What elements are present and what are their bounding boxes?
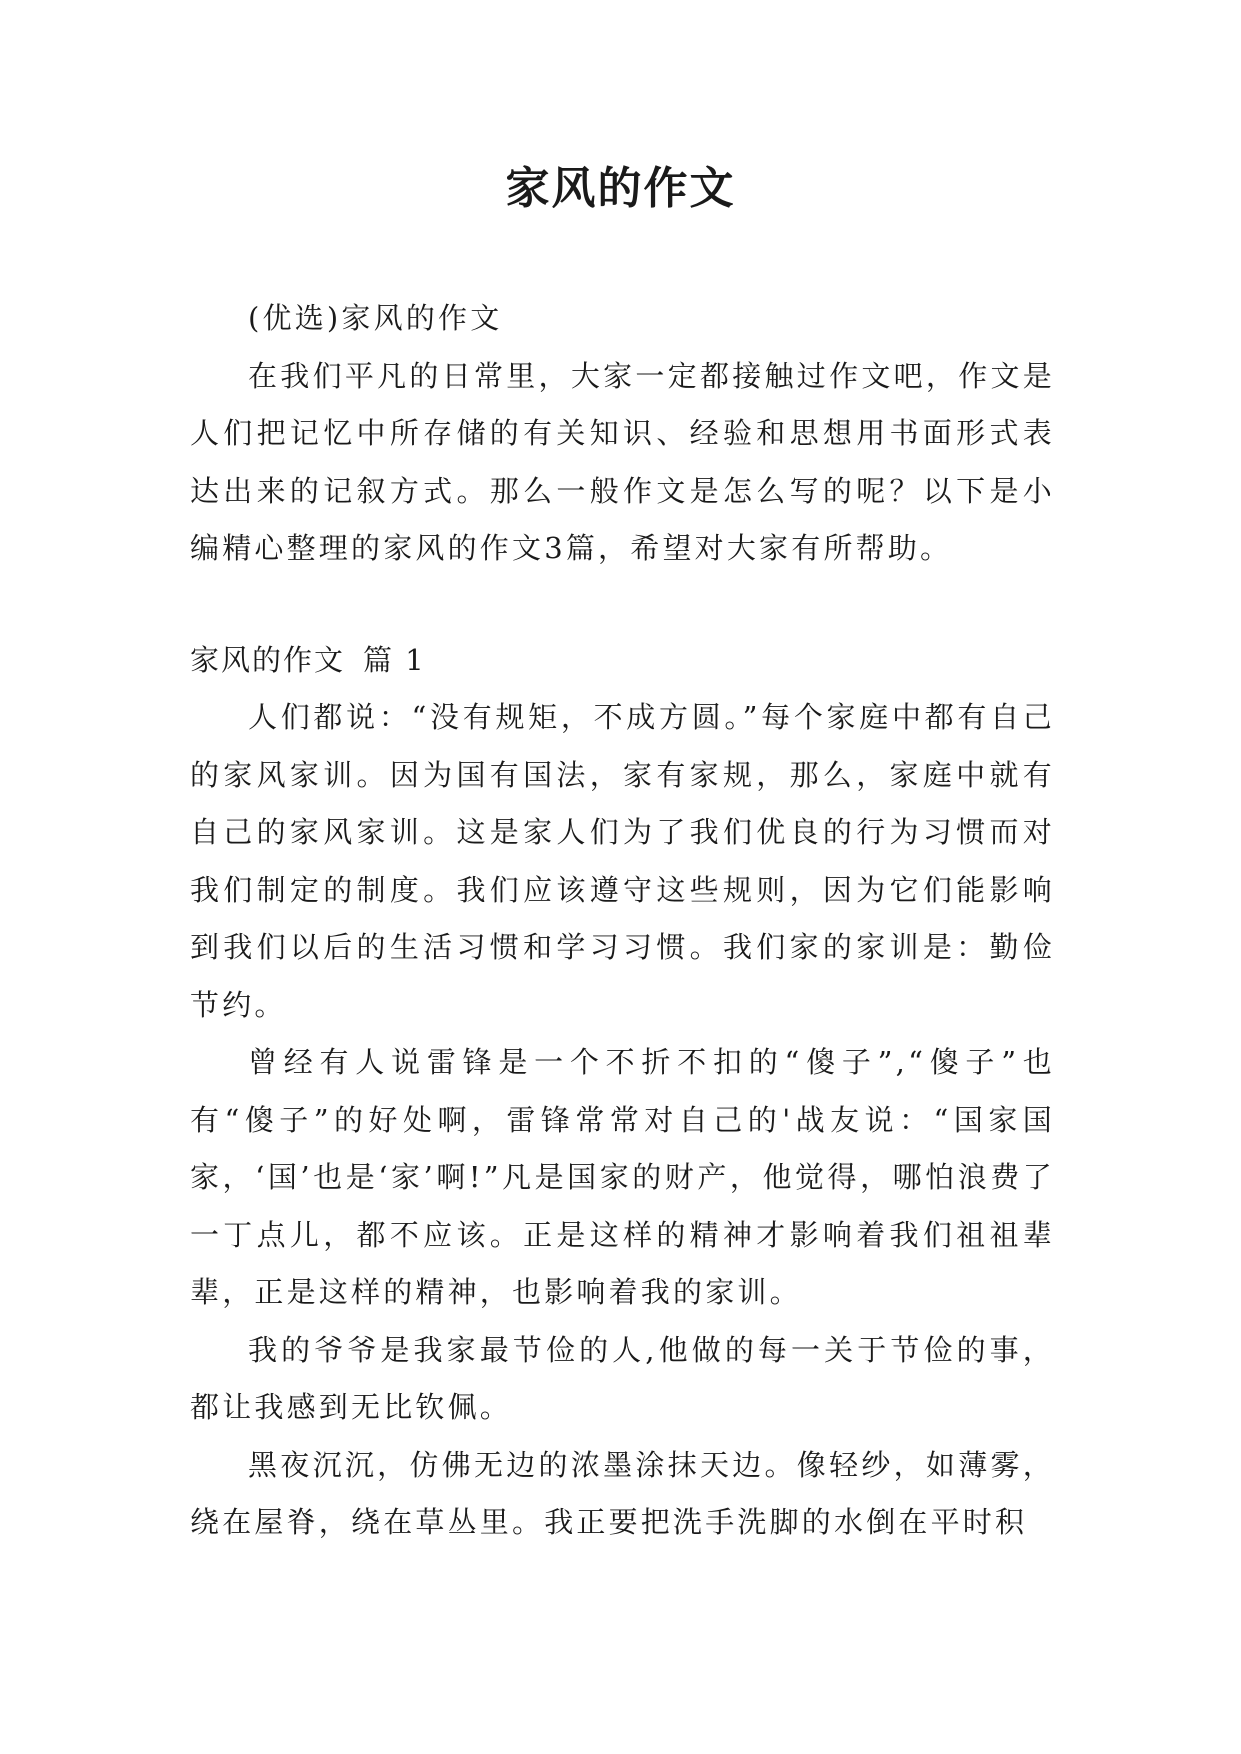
paragraph: 我的爷爷是我家最节俭的人,他做的每一关于节俭的事，都让我感到无比钦佩。	[190, 1332, 1055, 1424]
paragraph: 人们都说：“没有规矩，不成方圆。”每个家庭中都有自己的家风家训。因为国有国法，家有家规，那么，家庭中就有自己的家风家训。这是家人们为了我们优良的行为习惯而对我们制定的制度。我们应该遵守这些规则，因为它们能影响到我们以后的生活习惯和学习习惯。我们家的家训是：勤俭节约。	[190, 700, 1055, 1022]
section-number: 篇 1	[363, 642, 426, 677]
document-title: 家风的作文	[505, 163, 736, 214]
intro-paragraph: 在我们平凡的日常里，大家一定都接触过作文吧，作文是人们把记忆中所存储的有关知识、经验和思想用书面形式表达出来的记叙方式。那么一般作文是怎么写的呢？以下是小编精心整理的家风的作文3篇，希望对大家有所帮助。	[190, 358, 1055, 565]
paragraph: 曾经有人说雷锋是一个不折不扣的“傻子”,“傻子”也有“傻子”的好处啊，雷锋常常对自己的'战友说：“国家国家，‘国’也是‘家’啊!”凡是国家的财产，他觉得，哪怕浪费了一丁点儿，都不应该。正是这样的精神才影响着我们祖祖辈辈，正是这样的精神，也影响着我的家训。	[190, 1045, 1055, 1309]
document-body	[190, 290, 1055, 1552]
subtitle: (优选)家风的作文	[248, 301, 503, 335]
section-heading-text: 家风的作文	[190, 642, 346, 677]
section-heading	[190, 632, 1055, 690]
paragraph: 黑夜沉沉，仿佛无边的浓墨涂抹天边。像轻纱，如薄雾，绕在屋脊，绕在草丛里。我正要把洗手洗脚的水倒在平时积	[190, 1447, 1055, 1539]
